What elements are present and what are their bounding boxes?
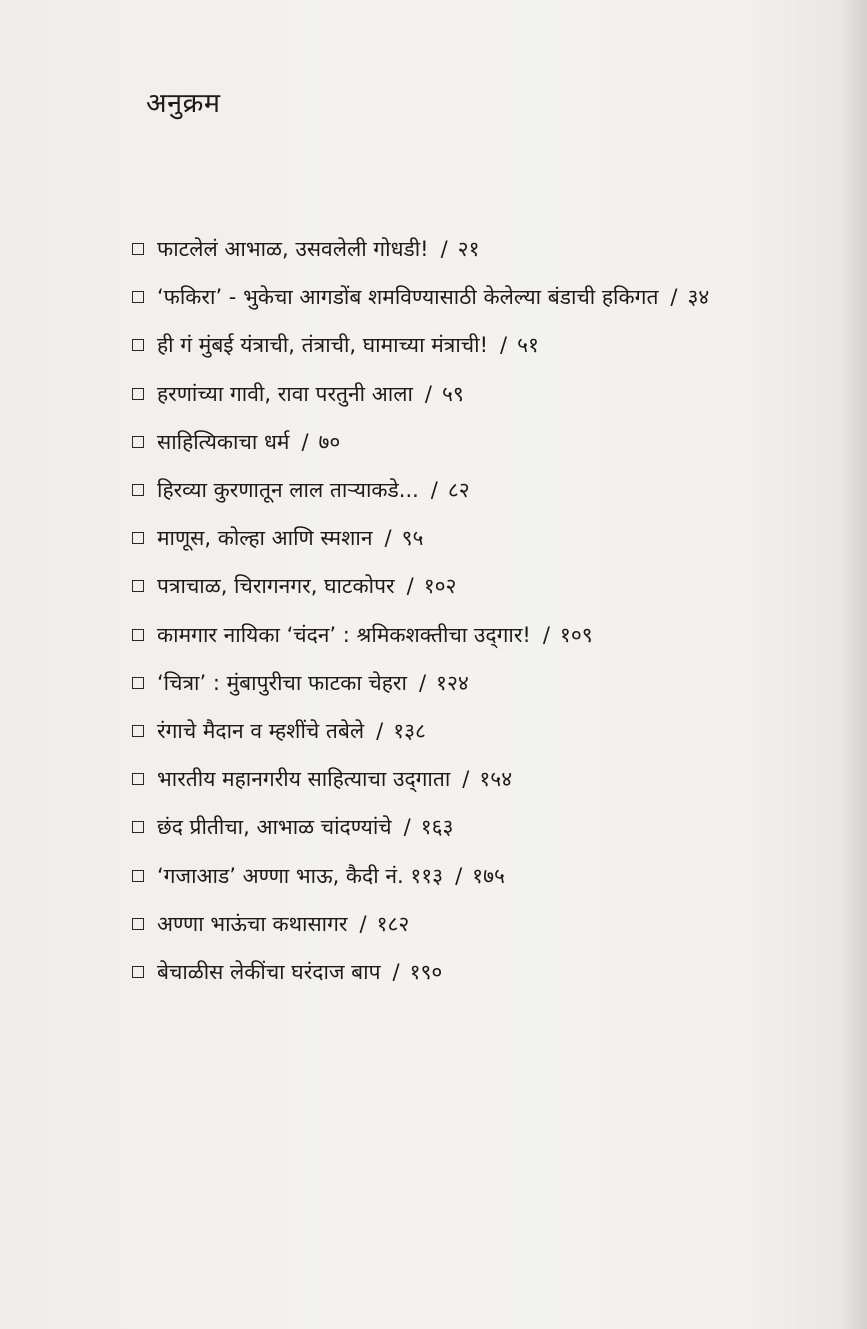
- toc-entry-title: माणूस, कोल्हा आणि स्मशान: [157, 526, 373, 551]
- page-title: अनुक्रम: [146, 88, 221, 119]
- page-separator: /: [392, 959, 400, 984]
- toc-entry-title: कामगार नायिका ‘चंदन’ : श्रमिकशक्तीचा उद्‌गार!: [157, 622, 531, 647]
- toc-entry: [132, 948, 832, 996]
- square-bullet-icon: [132, 725, 144, 737]
- toc-entry: [132, 562, 832, 610]
- toc-entry-title: अण्णा भाऊंचा कथासागर: [157, 911, 348, 936]
- toc-entry: [132, 321, 832, 369]
- toc-entry: [132, 418, 832, 466]
- toc-entry-title: भारतीय महानगरीय साहित्याचा उद्‌गाता: [157, 767, 451, 792]
- toc-entry-page: १०९: [559, 622, 593, 647]
- square-bullet-icon: [132, 821, 144, 833]
- toc-entry: [132, 273, 832, 321]
- toc-entry-title: फाटलेलं आभाळ, उसवलेली गोधडी!: [157, 237, 429, 262]
- toc-entry-title: बेचाळीस लेकींचा घरंदाज बाप: [157, 959, 381, 984]
- toc-entry-page: ९५: [401, 526, 424, 551]
- page-separator: /: [301, 429, 309, 454]
- toc-entry-title: ही गं मुंबई यंत्राची, तंत्राची, घामाच्या मंत्राची!: [157, 333, 488, 358]
- toc-entry: [132, 611, 832, 659]
- page-separator: /: [542, 622, 550, 647]
- square-bullet-icon: [132, 484, 144, 496]
- square-bullet-icon: [132, 291, 144, 303]
- toc-entry-title: छंद प्रीतीचा, आभाळ चांदण्यांचे: [157, 815, 392, 840]
- square-bullet-icon: [132, 966, 144, 978]
- toc-entry: [132, 803, 832, 851]
- toc-entry-page: १५४: [479, 767, 513, 792]
- page-separator: /: [406, 574, 414, 599]
- toc-entry: [132, 225, 832, 273]
- toc-entry-page: १२४: [436, 670, 469, 695]
- toc-entry-title: ‘फकिरा’ - भुकेचा आगडोंब शमविण्यासाठी केलेल्या बंडाची हकिगत: [157, 285, 659, 310]
- toc-entry-title: साहित्यिकाचा धर्म: [157, 429, 290, 454]
- square-bullet-icon: [132, 388, 144, 400]
- toc-entry: [132, 755, 832, 803]
- toc-entry-page: ७०: [318, 429, 341, 454]
- toc-entry-page: ८२: [447, 478, 470, 503]
- square-bullet-icon: [132, 243, 144, 255]
- page-separator: /: [359, 911, 367, 936]
- toc-entry-page: ५१: [517, 333, 539, 358]
- toc-entry: [132, 707, 832, 755]
- toc-entry-title: पत्राचाळ, चिरागनगर, घाटकोपर: [157, 574, 395, 599]
- page-separator: /: [418, 670, 427, 695]
- toc-entry-title: हरणांच्या गावी, रावा परतुनी आला: [157, 381, 413, 406]
- square-bullet-icon: [132, 773, 144, 785]
- toc-entry-page: १६३: [420, 815, 454, 840]
- toc-entry-title: ‘चित्रा’ : मुंबापुरीचा फाटका चेहरा: [157, 670, 407, 695]
- page-separator: /: [430, 478, 438, 503]
- toc-entry-page: १८२: [376, 911, 410, 936]
- page-separator: /: [455, 863, 463, 888]
- square-bullet-icon: [132, 339, 144, 351]
- square-bullet-icon: [132, 580, 144, 592]
- toc-entry: [132, 659, 832, 707]
- toc-entry-title: हिरव्या कुरणातून लाल ताऱ्याकडे...: [157, 478, 419, 503]
- square-bullet-icon: [132, 870, 144, 882]
- toc-entry-page: १७५: [472, 863, 505, 888]
- square-bullet-icon: [132, 532, 144, 544]
- page-separator: /: [376, 718, 384, 743]
- square-bullet-icon: [132, 629, 144, 641]
- page-separator: /: [384, 526, 392, 551]
- toc-entry-page: १३८: [393, 718, 426, 743]
- toc-entry: [132, 514, 832, 562]
- toc-entry-page: २१: [457, 237, 480, 262]
- toc-entry: [132, 370, 832, 418]
- toc-entry-page: १०२: [423, 574, 457, 599]
- page-separator: /: [440, 237, 448, 262]
- page-separator: /: [403, 815, 411, 840]
- table-of-contents: [132, 225, 832, 996]
- page-separator: /: [670, 285, 678, 310]
- toc-entry: [132, 851, 832, 899]
- toc-entry-page: ५९: [442, 381, 464, 406]
- toc-entry: [132, 466, 832, 514]
- square-bullet-icon: [132, 918, 144, 930]
- page-separator: /: [500, 333, 508, 358]
- toc-entry-page: १९०: [409, 959, 443, 984]
- toc-entry-page: ३४: [687, 285, 710, 310]
- page-separator: /: [462, 767, 470, 792]
- page-separator: /: [424, 381, 432, 406]
- square-bullet-icon: [132, 436, 144, 448]
- toc-entry-title: ‘गजाआड’ अण्णा भाऊ, कैदी नं. ११३: [157, 863, 444, 888]
- square-bullet-icon: [132, 677, 144, 689]
- toc-entry: [132, 900, 832, 948]
- toc-entry-title: रंगाचे मैदान व म्हशींचे तबेले: [157, 718, 365, 743]
- page-edge-shadow: [841, 0, 867, 1329]
